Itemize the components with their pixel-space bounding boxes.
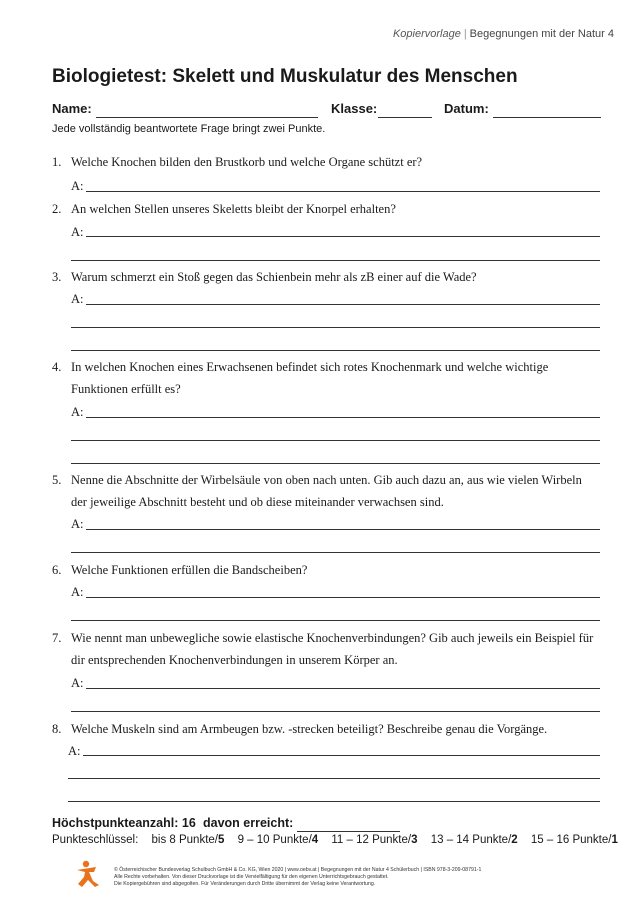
datum-label: Datum: bbox=[444, 101, 489, 116]
question-number: 5. bbox=[52, 473, 62, 487]
name-label: Name: bbox=[52, 101, 92, 116]
answer-line[interactable] bbox=[71, 552, 600, 553]
header-book: Begegnungen mit der Natur 4 bbox=[469, 28, 614, 40]
grading-key bbox=[52, 834, 618, 846]
question-number: 1. bbox=[52, 155, 62, 169]
copyright-line: Die Kopiergebühren sind abgegolten. Für Veränderungen durch Dritte übernimmt der Verlag keine Verantwortung. bbox=[114, 881, 376, 887]
klasse-label: Klasse: bbox=[331, 101, 378, 116]
key-range: bis 8 Punkte/ bbox=[151, 834, 218, 846]
answer-line[interactable] bbox=[86, 236, 600, 237]
question-text: Welche Funktionen erfüllen die Bandscheiben? bbox=[71, 563, 308, 577]
copyright-notice bbox=[114, 867, 481, 888]
answer-label: A: bbox=[71, 225, 84, 239]
answer-line[interactable] bbox=[86, 304, 600, 305]
answer-label: A: bbox=[71, 405, 84, 419]
answer-line[interactable] bbox=[71, 440, 600, 441]
answer-line[interactable] bbox=[86, 597, 600, 598]
question-text: der jeweilige Abschnitt besteht und ob diese miteinander verwachsen sind. bbox=[71, 495, 444, 509]
answer-label: A: bbox=[71, 517, 84, 531]
question-text: Nenne die Abschnitte der Wirbelsäule von oben nach unten. Gib auch dazu an, aus wie vielen Wirbeln bbox=[71, 473, 582, 487]
answer-line[interactable] bbox=[71, 620, 600, 621]
answer-line[interactable] bbox=[86, 417, 600, 418]
question-text: An welchen Stellen unseres Skeletts bleibt der Knorpel erhalten? bbox=[71, 202, 396, 216]
page-header bbox=[393, 28, 614, 40]
question-number: 6. bbox=[52, 563, 62, 577]
answer-line[interactable] bbox=[68, 778, 600, 779]
question-number: 2. bbox=[52, 202, 62, 216]
answer-line[interactable] bbox=[71, 327, 600, 328]
header-prefix: Kopiervorlage bbox=[392, 28, 461, 40]
max-points: Höchstpunkteanzahl: 16 bbox=[52, 816, 196, 830]
publisher-logo-icon bbox=[74, 859, 104, 889]
answer-label: A: bbox=[71, 179, 84, 193]
answer-label: A: bbox=[71, 676, 84, 690]
key-grade: 5 bbox=[217, 834, 225, 846]
header-separator: | bbox=[463, 28, 467, 40]
achieved-field[interactable] bbox=[297, 831, 400, 832]
achieved-label: davon erreicht: bbox=[203, 816, 294, 830]
question-number: 8. bbox=[52, 722, 62, 736]
key-range: 11 – 12 Punkte/ bbox=[331, 834, 412, 846]
answer-line[interactable] bbox=[71, 350, 600, 351]
question-text: Warum schmerzt ein Stoß gegen das Schienbein mehr als zB einer auf die Wade? bbox=[71, 270, 477, 284]
klasse-field[interactable] bbox=[378, 117, 432, 118]
answer-line[interactable] bbox=[68, 801, 600, 802]
key-range: 15 – 16 Punkte/ bbox=[530, 834, 612, 846]
answer-line[interactable] bbox=[71, 463, 600, 464]
key-label: Punkteschlüssel: bbox=[52, 834, 139, 846]
instruction-text: Jede vollständig beantwortete Frage bringt zwei Punkte. bbox=[52, 123, 326, 135]
key-grade: 1 bbox=[611, 834, 618, 846]
question-text: Wie nennt man unbewegliche sowie elastische Knochenverbindungen? Gib auch jeweils ein Beispiel für bbox=[71, 631, 594, 645]
question-text: Welche Knochen bilden den Brustkorb und welche Organe schützt er? bbox=[71, 155, 423, 169]
answer-label: A: bbox=[71, 585, 84, 599]
name-field[interactable] bbox=[96, 117, 318, 118]
answer-line[interactable] bbox=[86, 191, 600, 192]
datum-field[interactable] bbox=[493, 117, 601, 118]
answer-line[interactable] bbox=[71, 711, 600, 712]
question-text: Funktionen erfüllt es? bbox=[71, 382, 181, 396]
key-range: 9 – 10 Punkte/ bbox=[237, 834, 312, 846]
key-grade: 3 bbox=[411, 834, 418, 846]
answer-line[interactable] bbox=[86, 529, 600, 530]
answer-label: A: bbox=[68, 744, 81, 758]
copyright-line: © Österreichischer Bundesverlag Schulbuch GmbH & Co. KG, Wien 2020 | www.oebv.at | Begegnungen mit der Natur 4 Schülerbuch | ISBN 978-3-209-08791-1 bbox=[114, 867, 482, 873]
question-text: Welche Muskeln sind am Armbeugen bzw. -strecken beteiligt? Beschreibe genau die Vorgänge. bbox=[71, 722, 548, 736]
question-number: 4. bbox=[52, 360, 62, 374]
key-grade: 4 bbox=[311, 834, 319, 846]
key-range: 13 – 14 Punkte/ bbox=[430, 834, 512, 846]
answer-line[interactable] bbox=[71, 260, 600, 261]
answer-line[interactable] bbox=[86, 688, 600, 689]
answer-line[interactable] bbox=[83, 755, 600, 756]
question-text: In welchen Knochen eines Erwachsenen befindet sich rotes Knochenmark und welche wichtige bbox=[71, 360, 549, 374]
question-text: dir entsprechenden Knochenverbindungen in unserem Körper an. bbox=[71, 653, 398, 667]
question-number: 7. bbox=[52, 631, 62, 645]
key-grade: 2 bbox=[511, 834, 518, 846]
copyright-line: Alle Rechte vorbehalten. Von dieser Druckvorlage ist die Vervielfältigung für den eigenen Unterrichtsgebrauch gestattet. bbox=[114, 874, 389, 880]
question-number: 3. bbox=[52, 270, 62, 284]
answer-label: A: bbox=[71, 292, 84, 306]
page-title: Biologietest: Skelett und Muskulatur des Menschen bbox=[52, 66, 518, 87]
